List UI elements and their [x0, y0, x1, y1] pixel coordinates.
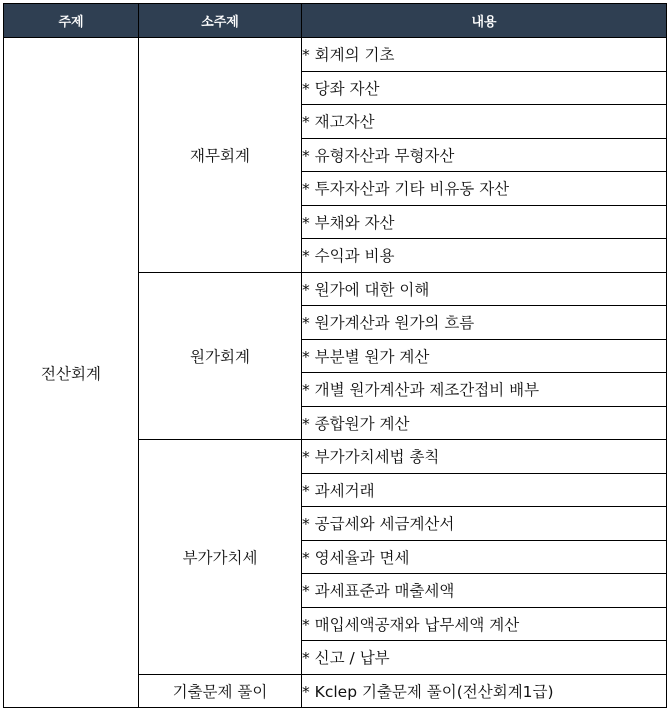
subtopic-past-exams: 기출문제 풀이: [139, 674, 302, 708]
content-item: * 과세거래: [302, 473, 667, 507]
content-item: * 원가계산과 원가의 흐름: [302, 306, 667, 340]
content-item: * 수익과 비용: [302, 239, 667, 273]
subject-cell: 전산회계: [4, 38, 139, 708]
content-item: * 부가가치세법 총칙: [302, 440, 667, 474]
subtopic-vat: 부가가치세: [139, 440, 302, 675]
content-item: * 개별 원가계산과 제조간접비 배부: [302, 373, 667, 407]
content-item: * 회계의 기초: [302, 38, 667, 72]
header-subject: 주제: [4, 4, 139, 38]
header-content: 내용: [302, 4, 667, 38]
content-item: * 부채와 자산: [302, 205, 667, 239]
content-item: * 신고 / 납부: [302, 641, 667, 675]
content-item: * 재고자산: [302, 105, 667, 139]
content-item: * 영세율과 면세: [302, 540, 667, 574]
curriculum-table: [3, 3, 667, 708]
content-item: * 매입세액공재와 납무세액 계산: [302, 607, 667, 641]
subtopic-financial-accounting: 재무회계: [139, 38, 302, 273]
header-subtopic: 소주제: [139, 4, 302, 38]
content-item: * 공급세와 세금계산서: [302, 507, 667, 541]
table-row: [4, 38, 667, 72]
content-item: * 유형자산과 무형자산: [302, 138, 667, 172]
content-item: * 원가에 대한 이해: [302, 272, 667, 306]
content-item: * 과세표준과 매출세액: [302, 574, 667, 608]
content-item: * Kclep 기출문제 풀이(전산회계1급): [302, 674, 667, 708]
content-item: * 종합원가 계산: [302, 406, 667, 440]
subtopic-cost-accounting: 원가회계: [139, 272, 302, 440]
header-row: [4, 4, 667, 38]
content-item: * 부분별 원가 계산: [302, 339, 667, 373]
content-item: * 투자자산과 기타 비유동 자산: [302, 172, 667, 206]
content-item: * 당좌 자산: [302, 71, 667, 105]
